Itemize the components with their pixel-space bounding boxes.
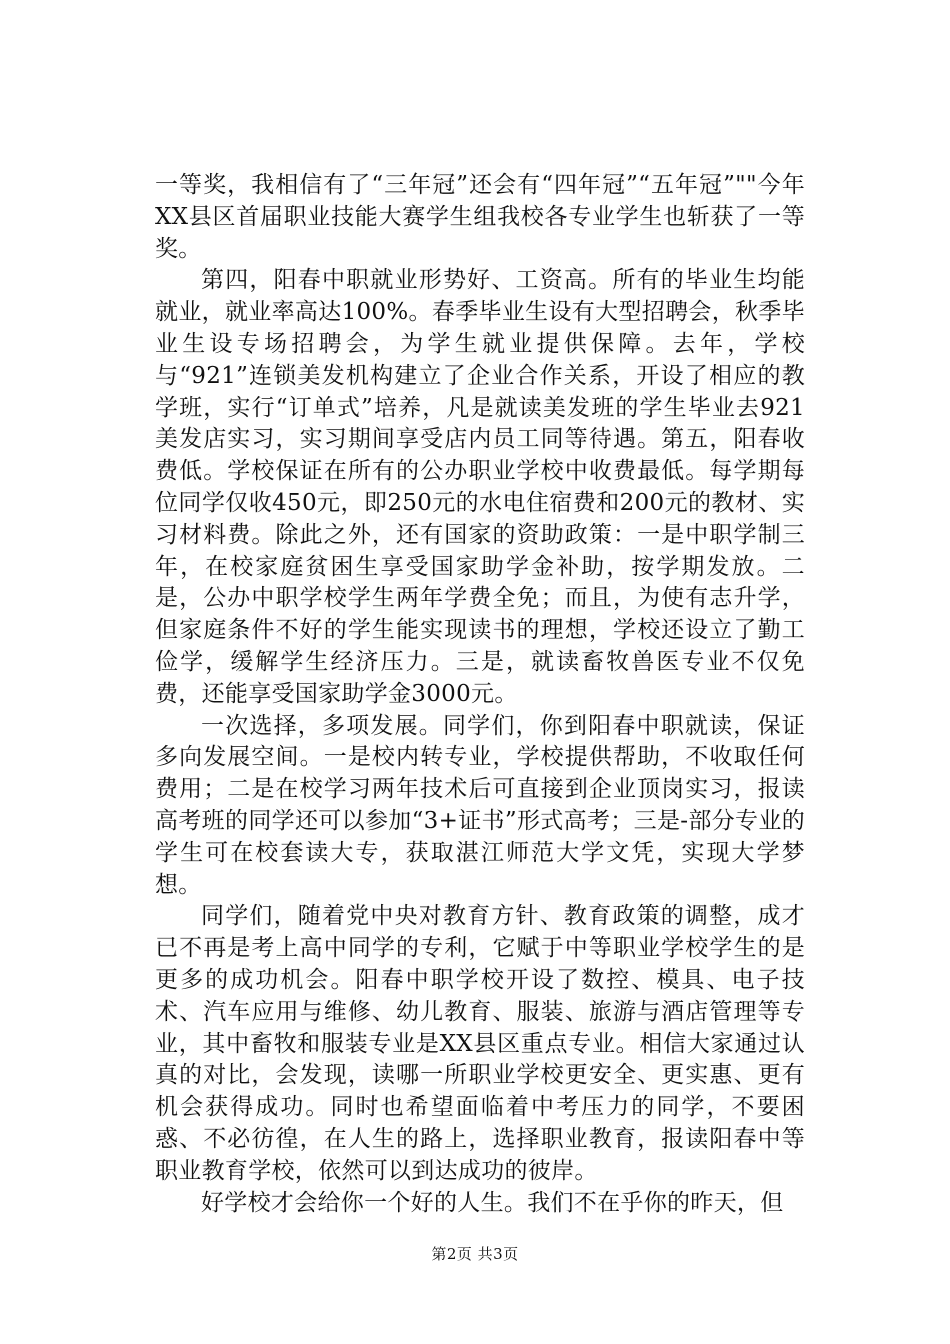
paragraph-1: 一等奖，我相信有了“三年冠”还会有“四年冠”“五年冠”""今年XX县区首届职业技能大赛学生组我校各专业学生也斩获了一等奖。: [155, 172, 805, 262]
paragraph-2: 第四，阳春中职就业形势好、工资高。所有的毕业生均能就业，就业率高达100%。春季毕业生设有大型招聘会，秋季毕业生设专场招聘会，为学生就业提供保障。去年，学校与“921”连锁美发机构建立了企业合作关系，开设了相应的教学班，实行“订单式”培养，凡是就读美发班的学生毕业去921美发店实习，实习期间享受店内员工同等待遇。第五，阳春收费低。学校保证在所有的公办职业学校中收费最低。每学期每位同学仅收450元，即250元的水电住宿费和200元的教材、实习材料费。除此之外，还有国家的资助政策：一是中职学制三年，在校家庭贫困生享受国家助学金补助，按学期发放。二是，公办中职学校学生两年学费全免；而且，为使有志升学，但家庭条件不好的学生能实现读书的理想，学校还设立了勤工俭学，缓解学生经济压力。三是，就读畜牧兽医专业不仅免费，还能享受国家助学金3000元。: [155, 267, 805, 707]
paragraph-3: 一次选择，多项发展。同学们，你到阳春中职就读，保证多向发展空间。一是校内转专业，学校提供帮助，不收取任何费用；二是在校学习两年技术后可直接到企业顶岗实习，报读高考班的同学还可以参加“3+证书”形式高考；三是-部分专业的学生可在校套读大专，获取湛江师范大学文凭，实现大学梦想。: [155, 712, 805, 898]
paragraph-4: 同学们，随着党中央对教育方针、教育政策的调整，成才已不再是考上高中同学的专利，它赋于中等职业学校学生的是更多的成功机会。阳春中职学校开设了数控、模具、电子技术、汽车应用与维修、幼儿教育、服装、旅游与酒店管理等专业，其中畜牧和服装专业是XX县区重点专业。相信大家通过认真的对比，会发现，读哪一所职业学校更安全、更实惠、更有机会获得成功。同时也希望面临着中考压力的同学，不要困惑、不必彷徨，在人生的路上，选择职业教育，报读阳春中等职业教育学校，依然可以到达成功的彼岸。: [155, 903, 805, 1184]
body-text: [155, 170, 805, 1219]
page-footer: 第2页 共3页: [431, 1245, 519, 1263]
paragraph-5: 好学校才会给你一个好的人生。我们不在乎你的昨天，但: [201, 1189, 784, 1216]
